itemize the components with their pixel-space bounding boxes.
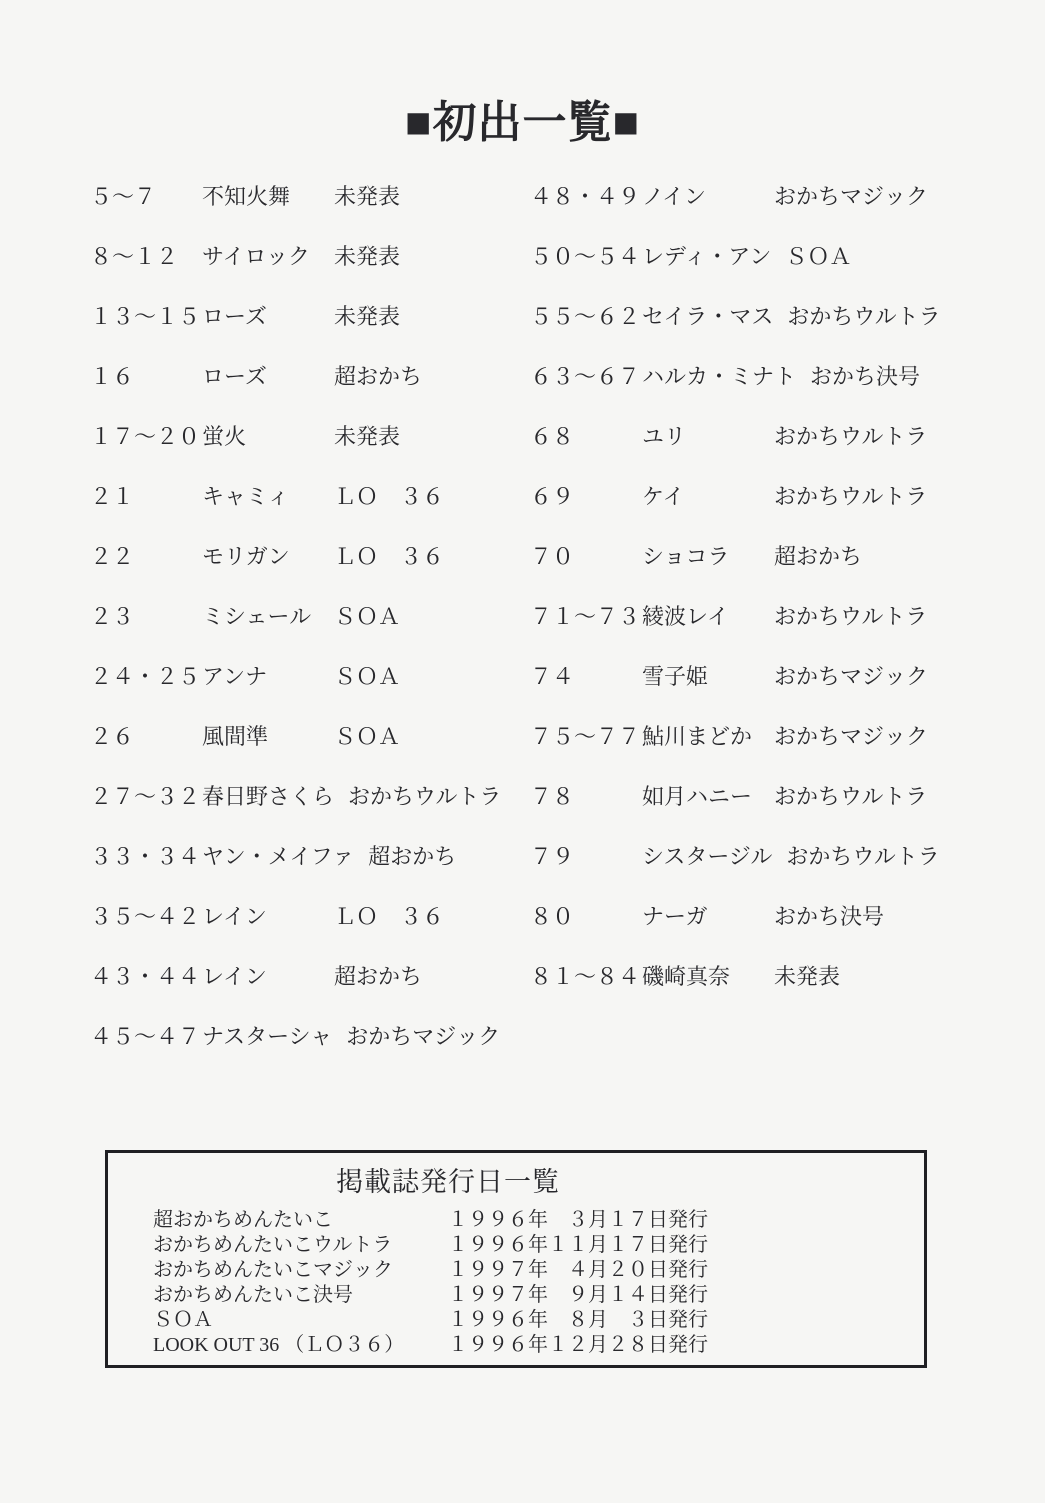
entry-pages: ７５～７７ (530, 724, 641, 749)
entry-row (530, 602, 990, 662)
entry-character-name: レイン (202, 904, 267, 929)
entry-source: おかちウルトラ (774, 604, 928, 629)
entry-row (530, 782, 990, 842)
entry-source: おかちマジック (346, 1024, 501, 1049)
entry-pages: １３～１５ (90, 304, 201, 329)
credits-list-left-column (90, 182, 530, 1082)
entry-pages: ２１ (90, 484, 135, 509)
entry-pages: ２３ (90, 604, 135, 629)
entry-source: おかちマジック (774, 724, 929, 749)
publication-name: おかちめんたいこマジック (153, 1259, 393, 1281)
entry-source: ＳＯＡ (334, 604, 401, 629)
entry-source: 未発表 (334, 244, 401, 269)
entry-source: おかちウルトラ (774, 484, 928, 509)
entry-row (530, 182, 990, 242)
entry-row (530, 482, 990, 542)
publication-name: 超おかちめんたいこ (153, 1209, 333, 1231)
entry-row (90, 962, 530, 1022)
entry-character-name: ローズ (202, 304, 267, 329)
entry-row (90, 602, 530, 662)
entry-character-name: ミシェール (202, 604, 312, 629)
entry-character-name: キャミィ (202, 484, 290, 509)
entry-pages: １６ (90, 364, 135, 389)
entry-pages: ８～１２ (90, 244, 179, 269)
entry-pages: ６９ (530, 484, 575, 509)
entry-character-name: アンナ (202, 664, 268, 689)
entry-row (90, 242, 530, 302)
entry-character-name: 雪子姫 (642, 664, 709, 689)
publication-name: LOOK OUT 36 （ＬＯ３６） (153, 1334, 405, 1356)
publication-date: １９９６年 ３月１７日発行 (448, 1209, 708, 1231)
entry-source: 超おかち (368, 844, 457, 869)
entry-character-name: ハルカ・ミナト (642, 364, 797, 389)
entry-source: ＬＯ ３６ (334, 904, 445, 929)
entry-character-name: 蛍火 (202, 424, 247, 449)
entry-row (90, 182, 530, 242)
entry-pages: ６３～６７ (530, 364, 641, 389)
page-title: ■初出一覧■ (404, 98, 641, 147)
entry-source: おかちマジック (774, 664, 929, 689)
entry-row (90, 482, 530, 542)
entry-source: ＳＯＡ (785, 244, 852, 269)
publication-dates-list (153, 1208, 924, 1358)
entry-character-name: 不知火舞 (202, 184, 291, 209)
entry-character-name: 綾波レイ (642, 604, 729, 629)
entry-pages: ５５～６２ (530, 304, 641, 329)
entry-source: 超おかち (334, 964, 423, 989)
entry-source: おかちウルトラ (774, 784, 928, 809)
publication-name: ＳＯＡ (153, 1309, 213, 1331)
publication-date: １９９７年 ４月２０日発行 (448, 1259, 708, 1281)
publication-dates-box-title: 掲載誌発行日一覧 (336, 1167, 560, 1197)
entry-character-name: 鮎川まどか (642, 724, 753, 749)
entry-row (90, 902, 530, 962)
entry-pages: ５０～５４ (530, 244, 641, 269)
entry-character-name: 風間準 (202, 724, 269, 749)
publication-date: １９９６年１２月２８日発行 (448, 1334, 708, 1356)
entry-row (530, 902, 990, 962)
entry-character-name: ショコラ (642, 544, 730, 569)
entry-row (90, 362, 530, 422)
entry-row (530, 542, 990, 602)
entry-source: おかち決号 (774, 904, 885, 929)
entry-pages: ２２ (90, 544, 135, 569)
entry-pages: ７４ (530, 664, 575, 689)
entry-character-name: セイラ・マス (642, 304, 774, 329)
entry-character-name: レディ・アン (642, 244, 772, 269)
entry-row (530, 662, 990, 722)
entry-row (530, 842, 990, 902)
publication-row (153, 1333, 924, 1358)
entry-pages: １７～２０ (90, 424, 201, 449)
publication-date: １９９６年１１月１７日発行 (448, 1234, 708, 1256)
entry-row (530, 242, 990, 302)
entry-source: 未発表 (334, 304, 401, 329)
entry-pages: ８１～８４ (530, 964, 641, 989)
entry-source: 未発表 (334, 424, 401, 449)
credits-list-right-column (530, 182, 990, 1022)
publication-dates-box (105, 1150, 927, 1368)
entry-row (90, 662, 530, 722)
entry-row (90, 302, 530, 362)
entry-pages: ６８ (530, 424, 575, 449)
entry-pages: ８０ (530, 904, 575, 929)
entry-character-name: 春日野さくら (202, 784, 335, 809)
entry-character-name: サイロック (202, 244, 311, 269)
publication-name: おかちめんたいこウルトラ (153, 1234, 393, 1256)
entry-source: 超おかち (334, 364, 423, 389)
entry-character-name: レイン (202, 964, 267, 989)
entry-row (90, 422, 530, 482)
entry-pages: ４８・４９ (530, 184, 641, 209)
entry-source: ＬＯ ３６ (334, 484, 445, 509)
entry-source: 未発表 (334, 184, 401, 209)
entry-character-name: ケイ (642, 484, 685, 509)
entry-row (90, 542, 530, 602)
entry-source: ＳＯＡ (334, 664, 401, 689)
publication-row (153, 1308, 924, 1333)
publication-row (153, 1283, 924, 1308)
entry-pages: ７９ (530, 844, 575, 869)
entry-pages: ３５～４２ (90, 904, 201, 929)
entry-row (90, 782, 530, 842)
entry-character-name: ローズ (202, 364, 267, 389)
entry-character-name: シスタージル (642, 844, 773, 869)
entry-row (90, 842, 530, 902)
entry-character-name: ナーガ (642, 904, 708, 929)
entry-source: おかちウルトラ (348, 784, 502, 809)
entry-row (530, 362, 990, 422)
entry-character-name: モリガン (202, 544, 290, 569)
entry-row (90, 722, 530, 782)
entry-row (530, 302, 990, 362)
entry-source: おかちマジック (774, 184, 929, 209)
publication-row (153, 1258, 924, 1283)
publication-date: １９９７年 ９月１４日発行 (448, 1284, 708, 1306)
entry-source: ＳＯＡ (334, 724, 401, 749)
entry-pages: ３３・３４ (90, 844, 201, 869)
entry-source: 超おかち (774, 544, 863, 569)
entry-source: 未発表 (774, 964, 841, 989)
publication-date: １９９６年 ８月 ３日発行 (448, 1309, 708, 1331)
entry-row (530, 722, 990, 782)
entry-character-name: ヤン・メイファ (202, 844, 355, 869)
entry-pages: ７８ (530, 784, 575, 809)
entry-character-name: ナスターシャ (202, 1024, 333, 1049)
entry-row (530, 962, 990, 1022)
entry-character-name: 磯崎真奈 (642, 964, 731, 989)
entry-row (90, 1022, 530, 1082)
entry-pages: ４３・４４ (90, 964, 201, 989)
entry-source: ＬＯ ３６ (334, 544, 445, 569)
entry-pages: ２６ (90, 724, 135, 749)
publication-row (153, 1233, 924, 1258)
publication-name: おかちめんたいこ決号 (153, 1284, 353, 1306)
entry-source: おかちウルトラ (787, 304, 941, 329)
entry-character-name: ノイン (642, 184, 707, 209)
entry-pages: ７１～７３ (530, 604, 641, 629)
entry-pages: ２７～３２ (90, 784, 201, 809)
entry-source: おかち決号 (810, 364, 921, 389)
entry-row (530, 422, 990, 482)
entry-character-name: 如月ハニー (642, 784, 753, 809)
entry-source: おかちウルトラ (774, 424, 928, 449)
entry-source: おかちウルトラ (786, 844, 940, 869)
publication-row (153, 1208, 924, 1233)
entry-pages: ５～７ (90, 184, 157, 209)
entry-pages: ４５～４７ (90, 1024, 201, 1049)
entry-pages: ２４・２５ (90, 664, 201, 689)
entry-character-name: ユリ (642, 424, 687, 449)
entry-pages: ７０ (530, 544, 575, 569)
